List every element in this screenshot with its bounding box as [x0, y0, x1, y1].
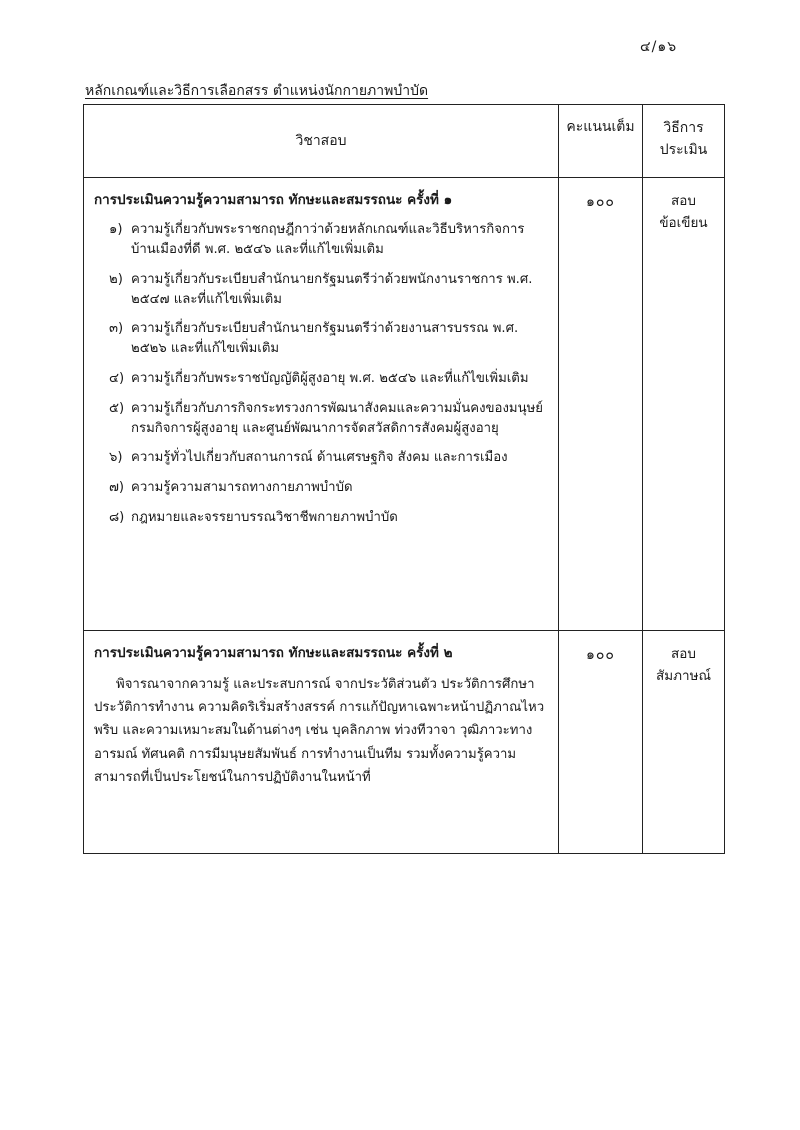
section2-score: ๑๐๐	[559, 631, 643, 854]
item-text: ความรู้เกี่ยวกับภารกิจกระทรวงการพัฒนาสังคมและความมั่นคงของมนุษย์ กรมกิจการผู้สูงอายุ และศูนย์พัฒนาการจัดสวัสดิการสังคมผู้สูงอายุ	[131, 400, 544, 436]
list-item	[94, 448, 546, 468]
list-item	[94, 319, 546, 359]
list-item	[94, 270, 546, 310]
section1-item-list	[94, 220, 546, 528]
list-item	[94, 508, 546, 528]
item-number: ๑)	[109, 222, 123, 238]
item-text: ความรู้ทั่วไปเกี่ยวกับสถานการณ์ ด้านเศรษฐกิจ สังคม และการเมือง	[131, 450, 508, 466]
list-item	[94, 478, 546, 498]
item-number: ๘)	[109, 510, 125, 526]
criteria-table	[83, 104, 725, 854]
list-item	[94, 369, 546, 389]
item-text: ความรู้เกี่ยวกับระเบียบสำนักนายกรัฐมนตรีว่าด้วยงานสารบรรณ พ.ศ. ๒๕๒๖ และที่แก้ไขเพิ่มเติม	[131, 321, 519, 357]
section1-method-line2: ข้อเขียน	[659, 215, 708, 232]
table-header-row	[84, 105, 725, 178]
item-text: ความรู้ความสามารถทางกายภาพบำบัด	[131, 480, 353, 496]
item-text: ความรู้เกี่ยวกับพระราชกฤษฎีกาว่าด้วยหลักเกณฑ์และวิธีบริหารกิจการบ้านเมืองที่ดี พ.ศ. ๒๕๔๖ และที่แก้ไขเพิ่มเติม	[131, 222, 525, 258]
section2-method-line1: สอบ	[671, 646, 696, 662]
section2-paragraph: พิจารณาจากความรู้ และประสบการณ์ จากประวัติส่วนตัว ประวัติการศึกษา ประวัติการทำงาน ความคิดริเริ่มสร้างสรรค์ การแก้ปัญหาเฉพาะหน้าปฏิภาณไหวพริบ และความเหมาะสมในด้านต่างๆ เช่น บุคลิกภาพ ท่วงทีวาจา วุฒิภาวะทางอารมณ์ ทัศนคติ การมีมนุษยสัมพันธ์ การทำงานเป็นทีม รวมทั้งความรู้ความสามารถที่เป็นประโยชน์ในการปฏิบัติงานในหน้าที่	[94, 677, 545, 785]
header-method-line1: วิธีการ	[663, 120, 704, 136]
item-number: ๖)	[109, 450, 123, 466]
section1-heading: การประเมินความรู้ความสามารถ ทักษะและสมรรถนะ ครั้งที่ ๑	[94, 192, 453, 208]
section2-method	[643, 631, 725, 854]
section1-subject-cell	[84, 178, 559, 631]
item-text: ความรู้เกี่ยวกับระเบียบสำนักนายกรัฐมนตรีว่าด้วยพนักงานราชการ พ.ศ. ๒๕๔๗ และที่แก้ไขเพิ่มเติม	[131, 271, 533, 307]
section2-subject-cell	[84, 631, 559, 854]
table-row	[84, 178, 725, 631]
document-title: หลักเกณฑ์และวิธีการเลือกสรร ตำแหน่งนักกายภาพบำบัด	[85, 83, 429, 99]
list-item	[94, 399, 546, 439]
item-number: ๒)	[109, 271, 123, 287]
item-text: ความรู้เกี่ยวกับพระราชบัญญัติผู้สูงอายุ พ.ศ. ๒๕๔๖ และที่แก้ไขเพิ่มเติม	[131, 371, 529, 387]
section1-score: ๑๐๐	[559, 178, 643, 631]
header-score: คะแนนเต็ม	[559, 105, 643, 178]
page-number: ๔/๑๖	[640, 39, 678, 55]
item-number: ๔)	[109, 371, 125, 387]
section1-method-line1: สอบ	[671, 193, 696, 209]
header-subject: วิชาสอบ	[84, 105, 559, 178]
section2-heading: การประเมินความรู้ความสามารถ ทักษะและสมรรถนะ ครั้งที่ ๒	[94, 645, 453, 661]
item-number: ๓)	[109, 321, 124, 337]
list-item	[94, 220, 546, 260]
section1-method	[643, 178, 725, 631]
header-method	[643, 105, 725, 178]
item-number: ๗)	[109, 480, 125, 496]
header-method-line2: ประเมิน	[659, 142, 708, 159]
item-number: ๕)	[109, 400, 125, 416]
section2-method-line2: สัมภาษณ์	[655, 668, 712, 685]
item-text: กฎหมายและจรรยาบรรณวิชาชีพกายภาพบำบัด	[131, 510, 398, 526]
table-row	[84, 631, 725, 854]
